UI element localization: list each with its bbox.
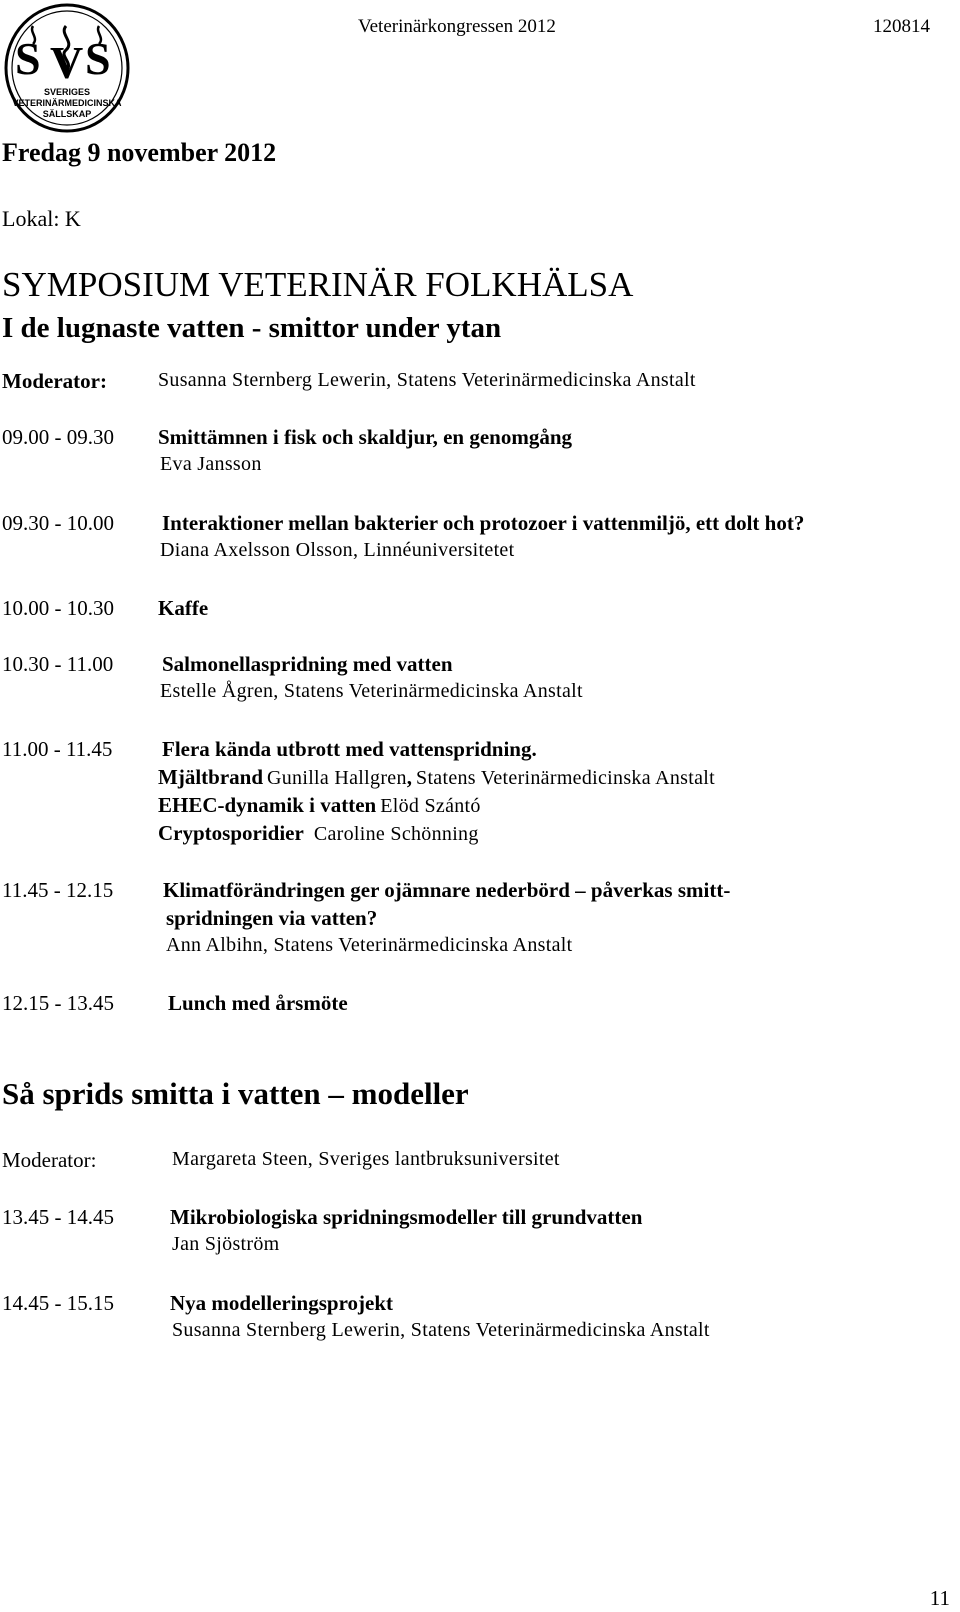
svg-text:VETERINÄRMEDICINSKA: VETERINÄRMEDICINSKA [12, 98, 122, 108]
section-title: Så sprids smitta i vatten – modeller [2, 1076, 469, 1111]
moderator-label: Moderator: [2, 1148, 97, 1172]
svg-text:V: V [50, 37, 84, 88]
day-heading: Fredag 9 november 2012 [2, 138, 277, 167]
session-speaker: Jan Sjöström [172, 1233, 280, 1255]
symposium-subtitle: I de lugnaste vatten - smittor under ytan [2, 312, 502, 344]
svg-text:SVERIGES: SVERIGES [43, 87, 91, 97]
svs-logo [3, 2, 131, 134]
svg-text:S: S [15, 33, 41, 84]
subtopic-separator: , [406, 765, 413, 789]
subtopic-speaker: Gunilla Hallgren [267, 767, 407, 789]
session-title: Interaktioner mellan bakterier och protozoer i vattenmiljö, ett dolt hot? [162, 511, 805, 535]
session-time: 10.00 - 10.30 [2, 596, 114, 620]
room-label: Lokal: K [2, 206, 81, 231]
session-title: Kaffe [158, 596, 209, 620]
symposium-title: SYMPOSIUM VETERINÄR FOLKHÄLSA [2, 265, 634, 304]
session-title: Lunch med årsmöte [168, 991, 348, 1015]
session-title: Mikrobiologiska spridningsmodeller till grundvatten [170, 1205, 643, 1229]
moderator-name: Margareta Steen, Sveriges lantbruksuniversitet [172, 1148, 560, 1170]
session-speaker: Estelle Ågren, Statens Veterinärmedicinska Anstalt [160, 680, 583, 702]
subtopic-org: Statens Veterinärmedicinska Anstalt [416, 767, 715, 789]
session-time: 12.15 - 13.45 [2, 991, 114, 1015]
session-time: 11.00 - 11.45 [2, 737, 113, 761]
subtopic-title: Mjältbrand [158, 765, 263, 789]
subtopic-row [158, 821, 479, 846]
session-title: Smittämnen i fisk och skaldjur, en genomgång [158, 425, 573, 449]
subtopic-title: EHEC-dynamik i vatten [158, 793, 377, 817]
subtopic-row [158, 793, 481, 818]
svg-text:S: S [85, 33, 111, 84]
subtopic-speaker: Caroline Schönning [313, 823, 479, 845]
session-speaker: Eva Jansson [160, 453, 262, 475]
page-number: 11 [929, 1586, 950, 1610]
moderator-label: Moderator: [2, 369, 107, 393]
svg-text:SÄLLSKAP: SÄLLSKAP [42, 109, 92, 119]
session-title-line2: spridningen via vatten? [166, 906, 378, 930]
session-title-line1: Klimatförändringen ger ojämnare nederbörd – påverkas smitt- [163, 878, 731, 902]
session-title: Salmonellaspridning med vatten [162, 652, 453, 676]
session-speaker: Ann Albihn, Statens Veterinärmedicinska Anstalt [166, 934, 573, 956]
session-time: 14.45 - 15.15 [2, 1291, 114, 1315]
subtopic-row [158, 765, 715, 790]
moderator-name: Susanna Sternberg Lewerin, Statens Veterinärmedicinska Anstalt [158, 369, 696, 391]
session-time: 11.45 - 12.15 [2, 878, 114, 902]
subtopic-title: Cryptosporidier [158, 821, 304, 845]
session-time: 13.45 - 14.45 [2, 1205, 114, 1229]
event-name: Veterinärkongressen 2012 [358, 16, 556, 37]
session-speaker: Diana Axelsson Olsson, Linnéuniversitetet [160, 539, 515, 561]
session-title: Flera kända utbrott med vattenspridning. [162, 737, 537, 761]
subtopic-speaker: Elöd Szántó [380, 795, 481, 817]
document-code: 120814 [873, 16, 930, 37]
session-time: 09.00 - 09.30 [2, 425, 114, 449]
session-time: 10.30 - 11.00 [2, 652, 114, 676]
session-time: 09.30 - 10.00 [2, 511, 114, 535]
session-title: Nya modelleringsprojekt [170, 1291, 394, 1315]
session-speaker: Susanna Sternberg Lewerin, Statens Veterinärmedicinska Anstalt [172, 1319, 710, 1341]
